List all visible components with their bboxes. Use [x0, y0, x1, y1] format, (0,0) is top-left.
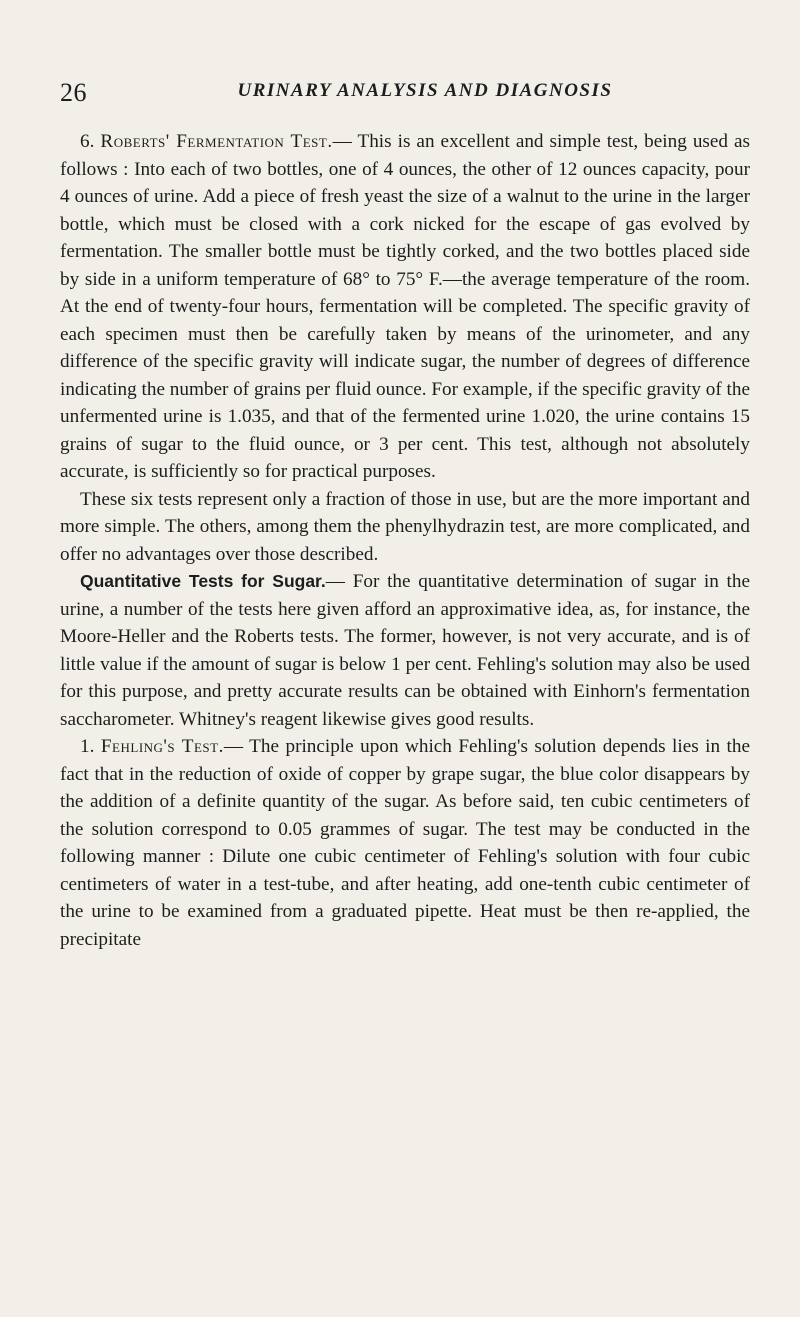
paragraph-text: These six tests represent only a fraction of those in use, but are the more important and more simple. The others, among them the phenylhydrazin test, are more complicated, and offer no advantages over those described.: [60, 488, 750, 565]
paragraph-text: — This is an excellent and simple test, being used as follows : Into each of two bottles, one of 4 ounces, the other of 12 ounces capacity, pour 4 ounces of urine. Add a piece of fresh yeast the size of a walnut to the urine in the larger bottle, which must be closed with a cork nicked for the escape of gas evolved by fermentation. The smaller bottle must be tightly corked, and the two bottles placed side by side in a uniform temperature of 68° to 75° F.—the average temperature of the room. At the end of twenty-four hours, fermentation will be completed. The specific gravity of each specimen must then be carefully taken by means of the urinometer, and any difference of the specific gravity will indicate sugar, the number of degrees of difference indicating the number of grains per fluid ounce. For example, if the specific gravity of the unfermented urine is 1.035, and that of the fermented urine 1.020, the urine contains 15 grains of sugar to the fluid ounce, or 3 per cent. This test, although not absolutely accurate, is sufficiently so for practical purposes.: [60, 131, 751, 482]
section-heading-roberts: Roberts' Fermentation Test.: [100, 131, 333, 152]
section-heading-quantitative: Quantitative Tests for Sugar.: [80, 571, 326, 591]
running-title: URINARY ANALYSIS AND DIAGNOSIS: [237, 80, 613, 101]
paragraph-text: — For the quantitative determination of sugar in the urine, a number of the tests here given afford an approximative idea, as, for instance, the Moore-Heller and the Roberts tests. The former, however, is not very accurate, and is of little value if the amount of sugar is below 1 per cent. Fehling's solution may also be used for this purpose, and pretty accurate results can be obtained with Einhorn's fermentation saccharometer. Whitney's reagent likewise gives good results.: [60, 571, 751, 730]
page-number: 26: [60, 78, 87, 107]
body-text: [60, 128, 750, 953]
paragraph-roberts-test: [60, 128, 750, 486]
paragraph-text: — The principle upon which Fehling's solution depends lies in the fact that in the reduction of oxide of copper by grape sugar, the blue color disappears by the addition of a definite quantity of the sugar. As before said, ten cubic centimeters of the solution correspond to 0.05 grammes of sugar. The test may be conducted in the following manner : Dilute one cubic centimeter of Fehling's solution with four cubic centimeters of water in a test-tube, and after heating, add one-tenth cubic centimeter of the urine to be examined from a graduated pipette. Heat must be then re-applied, the precipitate: [60, 736, 750, 950]
paragraph-quantitative-tests: [60, 568, 750, 733]
running-header: [60, 0, 750, 140]
section-heading-fehling: Fehling's Test.: [100, 736, 224, 757]
paragraph-number: 6.: [80, 131, 95, 152]
paragraph-number: 1.: [80, 736, 95, 757]
paragraph-fehling-test: [60, 733, 750, 953]
paragraph-six-tests: [60, 486, 750, 569]
